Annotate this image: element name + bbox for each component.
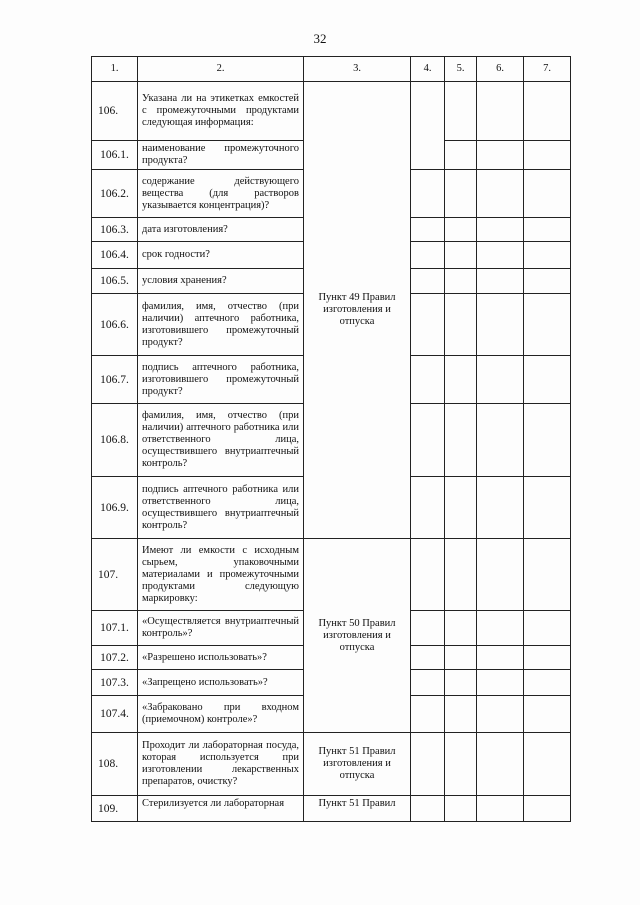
answer-cell-no[interactable] [445,218,477,242]
header-col-4: 4. [411,57,445,82]
row-question: подпись аптечного работника или ответственного лица, осуществившего внутриаптечный контроль? [138,477,304,539]
row-question: Имеют ли емкости с исходным сырьем, упаковочными материалами и промежуточными продуктами следующую маркировку: [138,539,304,611]
row-question: условия хранения? [138,269,304,294]
header-row [92,57,571,82]
header-col-3: 3. [304,57,411,82]
row-number: 106.4. [92,242,138,269]
row-number: 106.9. [92,477,138,539]
header-col-5: 5. [445,57,477,82]
answer-cell-note[interactable] [524,611,571,646]
answer-cell-na[interactable] [477,141,524,170]
row-number: 109. [92,796,138,822]
row-number: 107.1. [92,611,138,646]
row-question: фамилия, имя, отчество (при наличии) аптечного работника, изготовившего промежуточный продукт? [138,294,304,356]
answer-cell-note[interactable] [524,696,571,733]
answer-cell-no[interactable] [445,733,477,796]
answer-cell-note[interactable] [524,141,571,170]
answer-cell-na[interactable] [477,733,524,796]
answer-cell-no[interactable] [445,670,477,696]
row-number: 106.3. [92,218,138,242]
reference-text: Пункт 49 Правил изготовления и отпуска [318,292,396,327]
answer-cell-na[interactable] [477,696,524,733]
answer-cell-na[interactable] [477,539,524,611]
answer-cell-note[interactable] [524,733,571,796]
answer-cell-yes[interactable] [411,733,445,796]
row-question: дата изготовления? [138,218,304,242]
answer-cell-yes[interactable] [411,404,445,477]
answer-cell-yes[interactable] [411,170,445,218]
answer-cell-no[interactable] [445,696,477,733]
table-row [92,539,571,611]
row-number: 106.1. [92,141,138,170]
row-number: 107.3. [92,670,138,696]
answer-cell-yes[interactable] [411,611,445,646]
answer-cell-yes[interactable] [411,218,445,242]
header-col-6: 6. [477,57,524,82]
answer-cell-na[interactable] [477,796,524,822]
reference-text: Пункт 50 Правил изготовления и отпуска [318,617,396,653]
row-number: 106.6. [92,294,138,356]
answer-cell-note[interactable] [524,796,571,822]
answer-cell-note[interactable] [524,269,571,294]
answer-cell-note[interactable] [524,170,571,218]
reference-text: Пункт 51 Правил изготовления и отпуска [318,746,396,781]
row-question: «Забраковано при входном (приемочном) контроле»? [138,696,304,733]
row-number: 106.8. [92,404,138,477]
answer-cell-na[interactable] [477,646,524,670]
answer-cell-na[interactable] [477,611,524,646]
answer-cell-na[interactable] [477,170,524,218]
answer-cell-yes[interactable] [411,82,445,170]
answer-cell-yes[interactable] [411,294,445,356]
checklist-table [91,56,571,822]
row-number: 107.2. [92,646,138,670]
row-question: Стерилизуется ли лабораторная [138,796,304,822]
answer-cell-note[interactable] [524,218,571,242]
row-question: «Осуществляется внутриаптечный контроль»? [138,611,304,646]
answer-cell-no[interactable] [445,477,477,539]
answer-cell-yes[interactable] [411,242,445,269]
row-question: Указана ли на этикетках емкостей с промежуточными продуктами следующая информация: [138,82,304,141]
row-question: фамилия, имя, отчество (при наличии) аптечного работника или ответственного лица, осуществившего внутриаптечный контроль? [138,404,304,477]
row-number: 107.4. [92,696,138,733]
row-reference-51 [304,796,411,822]
answer-cell-no[interactable] [445,356,477,404]
answer-cell-no[interactable] [445,82,477,141]
answer-cell-yes[interactable] [411,796,445,822]
answer-cell-na[interactable] [477,218,524,242]
row-number: 106.5. [92,269,138,294]
row-question: «Запрещено использовать»? [138,670,304,696]
answer-cell-yes[interactable] [411,356,445,404]
table-row [92,796,571,822]
answer-cell-note[interactable] [524,670,571,696]
row-number: 108. [92,733,138,796]
answer-cell-no[interactable] [445,242,477,269]
answer-cell-note[interactable] [524,356,571,404]
answer-cell-no[interactable] [445,141,477,170]
row-number: 106. [92,82,138,141]
table-row [92,82,571,141]
row-number: 106.7. [92,356,138,404]
answer-cell-yes[interactable] [411,696,445,733]
row-question: срок годности? [138,242,304,269]
answer-cell-na[interactable] [477,269,524,294]
row-question: «Разрешено использовать»? [138,646,304,670]
answer-cell-na[interactable] [477,82,524,141]
answer-cell-yes[interactable] [411,646,445,670]
table-row [92,733,571,796]
answer-cell-note[interactable] [524,404,571,477]
answer-cell-no[interactable] [445,611,477,646]
answer-cell-no[interactable] [445,294,477,356]
header-col-1: 1. [92,57,138,82]
answer-cell-na[interactable] [477,356,524,404]
page-number: 32 [313,31,327,46]
answer-cell-yes[interactable] [411,269,445,294]
answer-cell-no[interactable] [445,539,477,611]
header-col-7: 7. [524,57,571,82]
answer-cell-yes[interactable] [411,670,445,696]
row-reference-49 [304,82,411,539]
answer-cell-yes[interactable] [411,539,445,611]
answer-cell-note[interactable] [524,646,571,670]
answer-cell-na[interactable] [477,294,524,356]
row-reference-50 [304,539,411,733]
row-question: содержание действующего вещества (для растворов указывается концентрация)? [138,170,304,218]
answer-cell-na[interactable] [477,242,524,269]
answer-cell-no[interactable] [445,170,477,218]
answer-cell-na[interactable] [477,477,524,539]
answer-cell-no[interactable] [445,404,477,477]
answer-cell-yes[interactable] [411,477,445,539]
answer-cell-note[interactable] [524,82,571,141]
answer-cell-note[interactable] [524,539,571,611]
row-question: Проходит ли лабораторная посуда, которая используется при изготовлении лекарственных препаратов, очистку? [138,733,304,796]
reference-text: Пункт 51 Правил [318,798,396,809]
header-col-2: 2. [138,57,304,82]
answer-cell-na[interactable] [477,404,524,477]
answer-cell-no[interactable] [445,796,477,822]
answer-cell-no[interactable] [445,646,477,670]
answer-cell-no[interactable] [445,269,477,294]
answer-cell-na[interactable] [477,670,524,696]
row-number: 106.2. [92,170,138,218]
row-number: 107. [92,539,138,611]
row-question: наименование промежуточного продукта? [138,141,304,170]
row-question: подпись аптечного работника, изготовившего промежуточный продукт? [138,356,304,404]
answer-cell-note[interactable] [524,294,571,356]
answer-cell-note[interactable] [524,242,571,269]
answer-cell-note[interactable] [524,477,571,539]
row-reference-51 [304,733,411,796]
